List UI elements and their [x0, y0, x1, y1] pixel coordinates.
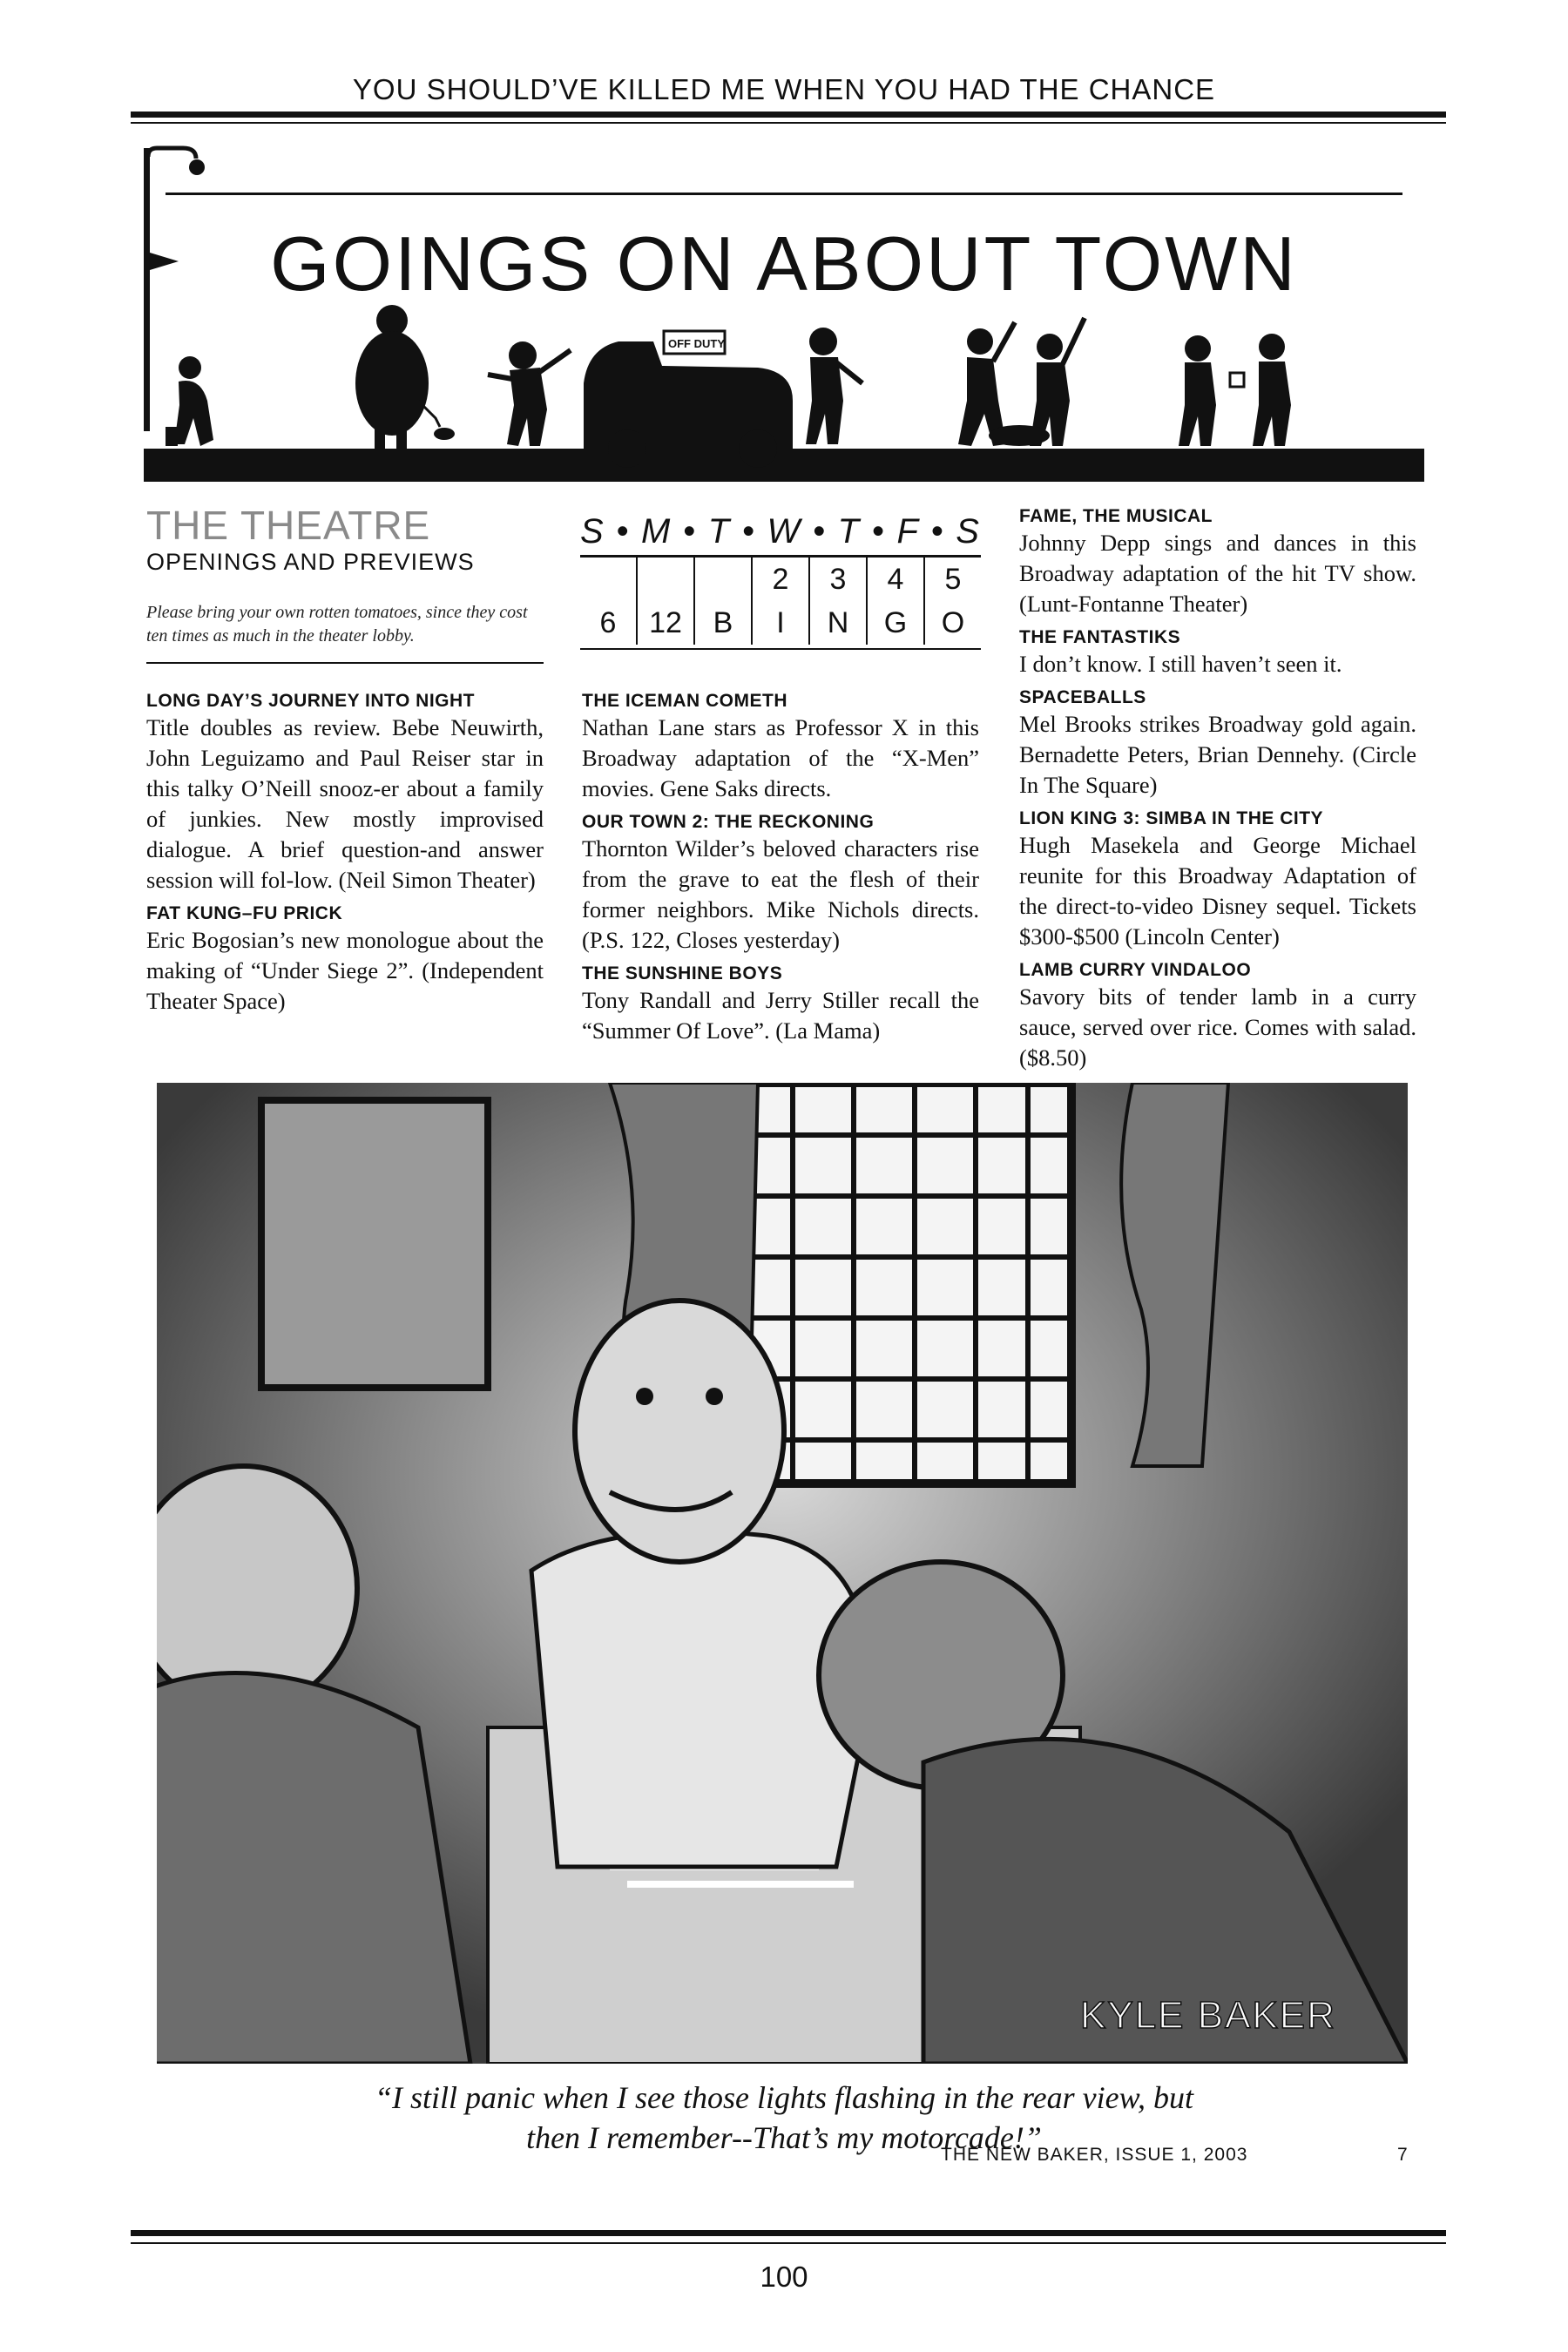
- section-intro: Please bring your own rotten tomatoes, since they cost ten times as much in the theater lobby.: [146, 603, 528, 645]
- cartoon-character-silhouette: [488, 341, 571, 446]
- listing-heading: OUR TOWN 2: THE RECKONING: [582, 812, 875, 832]
- listing-body: Title doubles as review. Bebe Neuwirth, John Leguizamo and Paul Reiser star in this talky O’Neill snooz-er about a family of junkies. New mostly improvised dialogue. A brief question-and answer session will fol-low. (Neil Simon Theater): [146, 714, 544, 893]
- calendar-days: S • M • T • W • T • F • S: [580, 512, 981, 558]
- calendar-day: F: [896, 512, 920, 551]
- calendar-row: [580, 558, 981, 601]
- issue-line: THE NEW BAKER, ISSUE 1, 2003: [941, 2145, 1248, 2165]
- column-right: [1019, 505, 1416, 1080]
- listing-body: Mel Brooks strikes Broadway gold again. Bernadette Peters, Brian Dennehy. (Circle In The Square): [1019, 711, 1416, 798]
- listing-body: Savory bits of tender lamb in a curry sauce, served over rice. Comes with salad. ($8.50): [1019, 983, 1416, 1071]
- cartoon-artwork: [157, 1083, 1408, 2064]
- section-subtitle: OPENINGS AND PREVIEWS: [146, 549, 475, 575]
- calendar-cell: B: [695, 601, 753, 645]
- listing-body: I don’t know. I still haven’t seen it.: [1019, 651, 1342, 677]
- calendar-day: T: [707, 512, 732, 551]
- calendar-day: S: [580, 512, 605, 551]
- off-duty-sign: OFF DUTY: [668, 337, 725, 350]
- calendar-box: [580, 512, 981, 650]
- listing-body: Hugh Masekela and George Michael reunite for this Broadway Adaptation of the direct-to-video Disney sequel. Tickets $300-$500 (Lincoln Center): [1019, 832, 1416, 950]
- police-car-silhouette: [584, 331, 793, 468]
- artist-signature: KYLE BAKER: [1080, 1994, 1336, 2037]
- calendar-rule: [580, 648, 981, 650]
- bottom-rule: [131, 2230, 1446, 2236]
- calendar-cell: 5: [944, 563, 962, 596]
- section-title: THE THEATRE: [146, 503, 431, 548]
- calendar-day: M: [641, 512, 672, 551]
- calendar-day: T: [837, 512, 862, 551]
- listing-heading: THE ICEMAN COMETH: [582, 691, 787, 711]
- listing-body: Johnny Depp sings and dances in this Broadway adaptation of the hit TV show. (Lunt-Fontanne Theater): [1019, 530, 1416, 617]
- listing-body: Eric Bogosian’s new monologue about the making of “Under Siege 2”. (Independent Theater Space): [146, 927, 544, 1014]
- intro-rule: [146, 662, 544, 664]
- sick-man-silhouette: [166, 356, 213, 446]
- cartoon-illustration: [157, 1083, 1408, 2064]
- calendar-cell: I: [753, 601, 810, 645]
- listing-heading: LONG DAY’S JOURNEY INTO NIGHT: [146, 691, 476, 711]
- page-number: 100: [760, 2261, 808, 2293]
- column-middle: [582, 690, 979, 1053]
- exchange-figures-silhouette: [1179, 334, 1291, 446]
- masthead-art: [131, 139, 1437, 505]
- calendar-cell: O: [941, 606, 965, 639]
- listing-heading: THE SUNSHINE BOYS: [582, 963, 783, 983]
- portrait-frame: [261, 1100, 488, 1388]
- column-left: [146, 690, 544, 1024]
- listing-body: Tony Randall and Jerry Stiller recall the “Summer Of Love”. (La Mama): [582, 987, 979, 1044]
- masthead-title: GOINGS ON ABOUT TOWN: [270, 220, 1298, 307]
- calendar-day: W: [767, 512, 802, 551]
- folio-number: 7: [1397, 2145, 1408, 2165]
- caption-line-1: “I still panic when I see those lights flashing in the rear view, but: [375, 2080, 1193, 2115]
- top-rule: [131, 112, 1446, 118]
- calendar-cell: G: [868, 601, 925, 645]
- calendar-cell: [695, 558, 753, 601]
- ground-band: [144, 449, 1424, 482]
- fat-man-silhouette: [355, 305, 455, 449]
- calendar-cell: 4: [868, 558, 925, 601]
- calendar-day: S: [956, 512, 981, 551]
- listing-heading: THE FANTASTIKS: [1019, 627, 1181, 647]
- listing-heading: SPACEBALLS: [1019, 687, 1146, 707]
- calendar-cell: 6: [580, 601, 638, 645]
- calendar-cell: [638, 558, 695, 601]
- listing-heading: LION KING 3: SIMBA IN THE CITY: [1019, 808, 1324, 828]
- calendar-row: [580, 601, 981, 645]
- calendar-cell: 3: [810, 558, 868, 601]
- calendar-cell: 12: [638, 601, 695, 645]
- calendar-cell: [580, 558, 638, 601]
- bottom-rule-thin: [131, 2242, 1446, 2244]
- running-head: YOU SHOULD’VE KILLED ME WHEN YOU HAD THE CHANCE: [352, 73, 1216, 105]
- calendar-cell: N: [810, 601, 868, 645]
- listing-body: Thornton Wilder’s beloved characters rise from the grave to eat the flesh of their former neighbors. Mike Nichols directs. (P.S. 122, Closes yesterday): [582, 835, 979, 953]
- dancer-silhouette: [806, 328, 862, 444]
- listing-body: Nathan Lane stars as Professor X in this Broadway adaptation of the “X-Men” movies. Gene Saks directs.: [582, 714, 979, 801]
- fighting-figures-silhouette: [958, 318, 1085, 446]
- top-rule-thin: [131, 122, 1446, 124]
- listing-heading: FAME, THE MUSICAL: [1019, 506, 1213, 526]
- calendar-cell: 2: [753, 558, 810, 601]
- listing-heading: FAT KUNG–FU PRICK: [146, 903, 343, 923]
- listing-heading: LAMB CURRY VINDALOO: [1019, 960, 1252, 980]
- caption-line-2: then I remember--That’s my motorcade!”: [526, 2120, 1042, 2155]
